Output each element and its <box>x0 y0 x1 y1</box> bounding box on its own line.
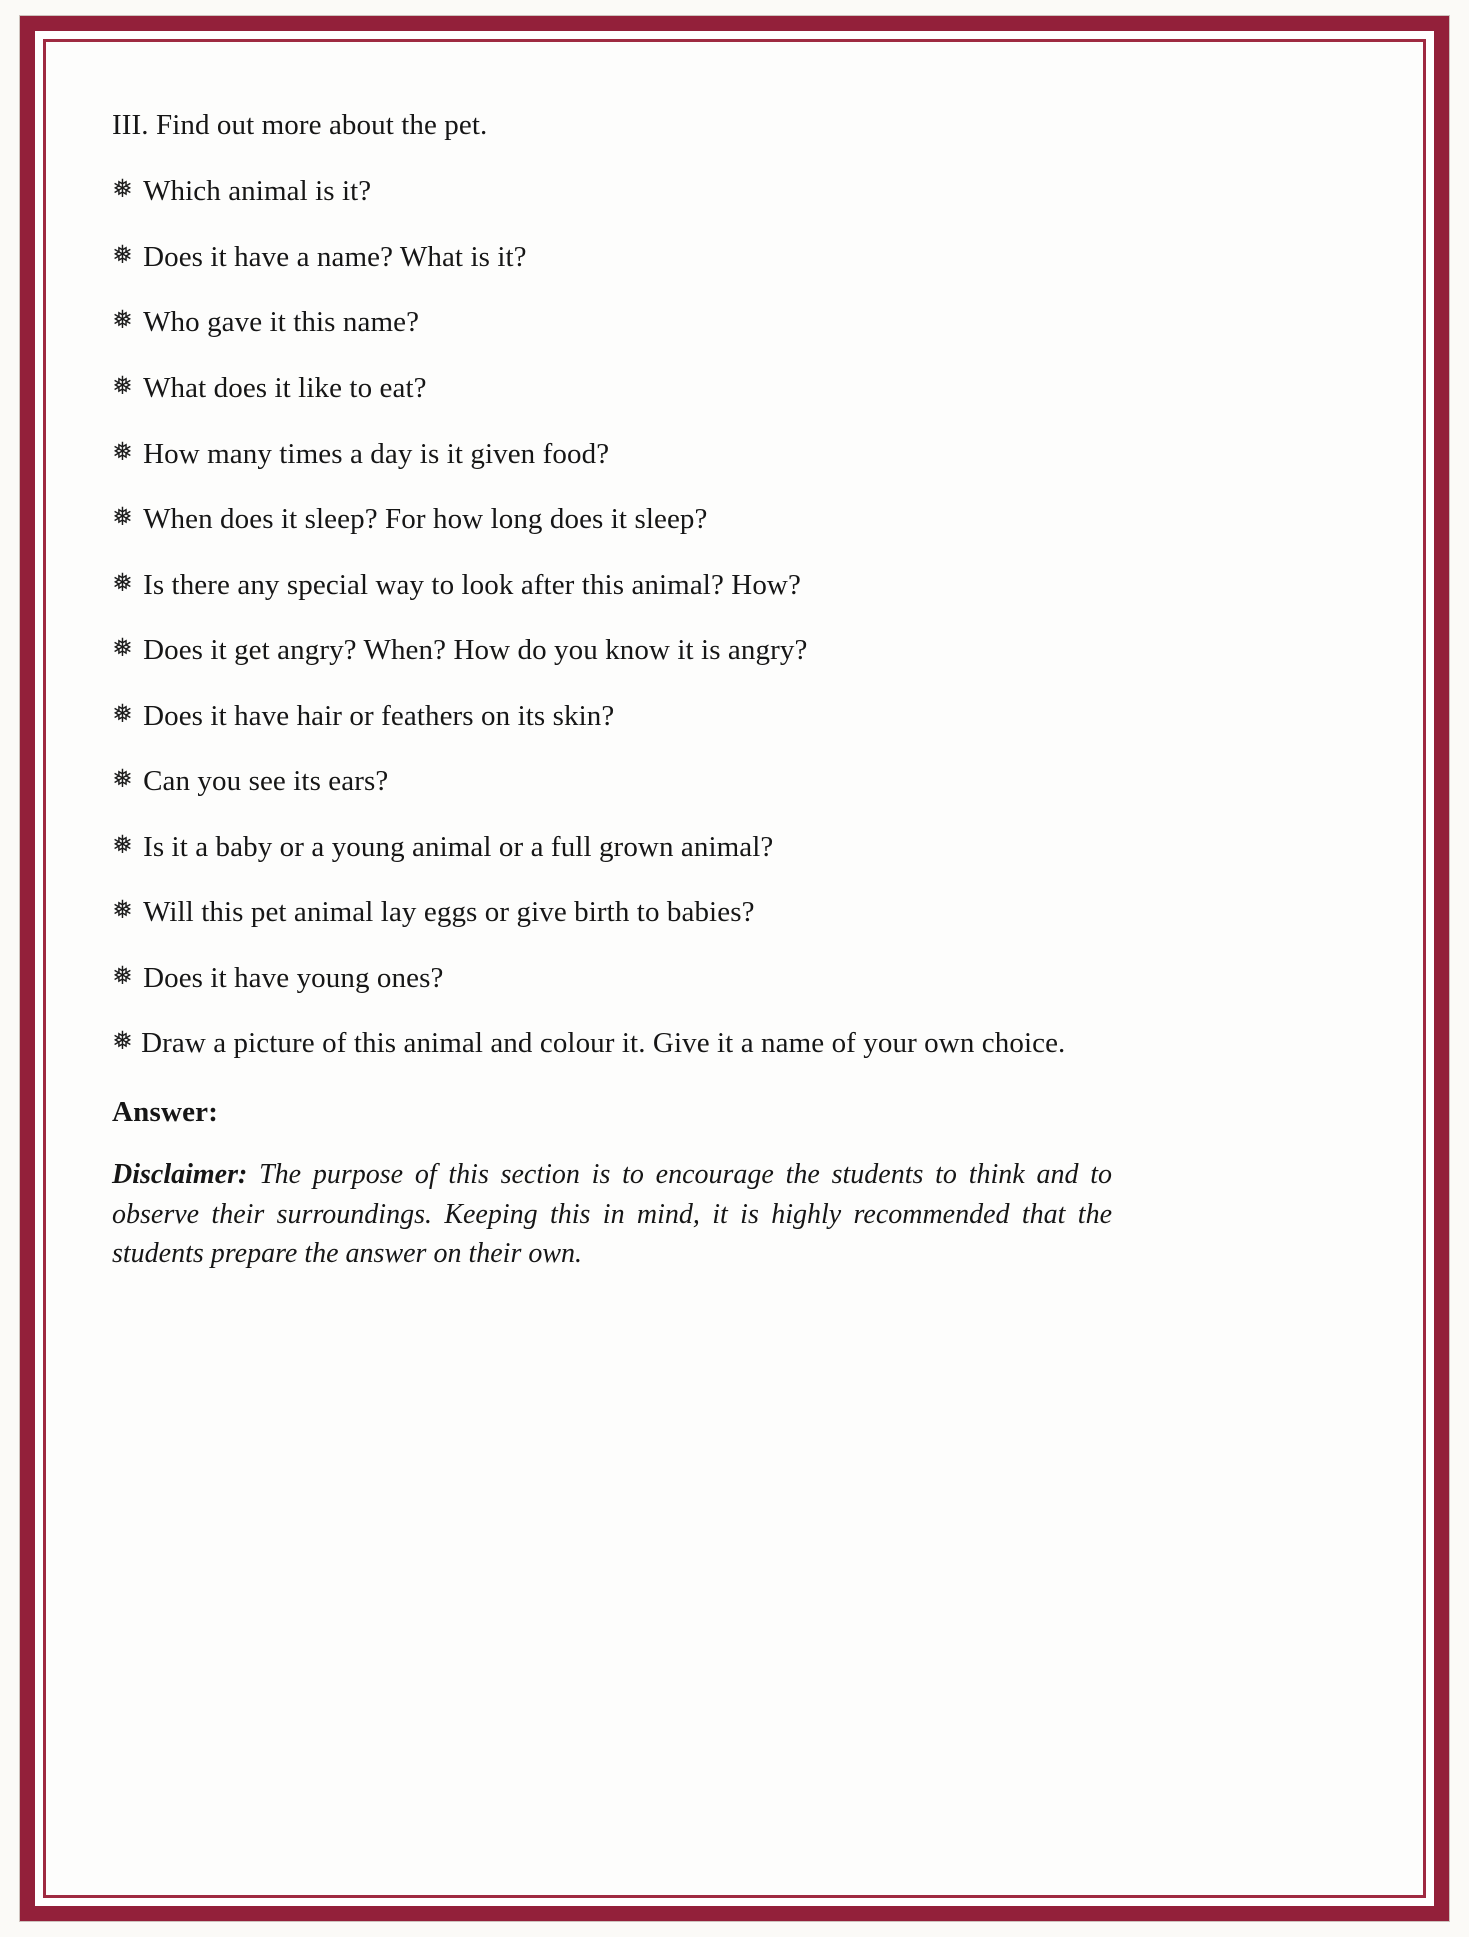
snowflake-asterisk-icon: ❅ <box>112 372 134 400</box>
content-sheet <box>46 42 1423 1895</box>
question-text: Will this pet animal lay eggs or give birth to babies? <box>143 896 755 929</box>
question-text: Does it have a name? What is it? <box>143 240 527 273</box>
question-item <box>112 763 1345 800</box>
question-item <box>112 698 1345 735</box>
snowflake-asterisk-icon: ❅ <box>112 1028 134 1056</box>
question-text: Who gave it this name? <box>143 306 420 339</box>
question-item <box>112 829 1345 866</box>
snowflake-asterisk-icon: ❅ <box>112 307 134 335</box>
snowflake-asterisk-icon: ❅ <box>112 700 134 728</box>
question-item <box>112 567 1345 604</box>
question-item <box>112 960 1345 997</box>
question-text: Which animal is it? <box>143 175 372 208</box>
question-item <box>112 370 1345 407</box>
question-item <box>112 501 1345 538</box>
question-text: Does it have young ones? <box>143 961 444 994</box>
question-item <box>112 1025 1345 1062</box>
question-item <box>112 436 1345 473</box>
question-text: What does it like to eat? <box>143 371 427 404</box>
question-list <box>112 173 1345 1061</box>
question-text: When does it sleep? For how long does it sleep? <box>143 503 708 536</box>
snowflake-asterisk-icon: ❅ <box>112 504 134 532</box>
snowflake-asterisk-icon: ❅ <box>112 962 134 990</box>
answer-label: Answer: <box>112 1095 219 1128</box>
snowflake-asterisk-icon: ❅ <box>112 766 134 794</box>
question-text: Is there any special way to look after this animal? How? <box>143 568 801 601</box>
snowflake-asterisk-icon: ❅ <box>112 897 134 925</box>
question-text: Draw a picture of this animal and colour it. Give it a name of your own choice. <box>141 1027 1066 1060</box>
snowflake-asterisk-icon: ❅ <box>112 831 134 859</box>
question-item <box>112 173 1345 210</box>
question-item <box>112 632 1345 669</box>
snowflake-asterisk-icon: ❅ <box>112 569 134 597</box>
snowflake-asterisk-icon: ❅ <box>112 241 134 269</box>
question-item <box>112 894 1345 931</box>
question-text: Is it a baby or a young animal or a full grown animal? <box>143 830 774 863</box>
snowflake-asterisk-icon: ❅ <box>112 438 134 466</box>
snowflake-asterisk-icon: ❅ <box>112 176 134 204</box>
question-text: Does it have hair or feathers on its skin? <box>143 699 615 732</box>
disclaimer-text: The purpose of this section is to encourage the students to think and to observe their surroundings. Keeping this in mind, it is highly recommended that the students prepare the answer on their own. <box>112 1158 1112 1270</box>
question-item <box>112 239 1345 276</box>
disclaimer-label: Disclaimer: <box>112 1158 248 1190</box>
section-heading: III. Find out more about the pet. <box>112 109 488 141</box>
disclaimer-paragraph <box>112 1155 1112 1274</box>
question-text: How many times a day is it given food? <box>143 437 610 470</box>
question-text: Can you see its ears? <box>143 765 389 798</box>
snowflake-asterisk-icon: ❅ <box>112 635 134 663</box>
question-text: Does it get angry? When? How do you know it is angry? <box>143 634 808 667</box>
question-item <box>112 304 1345 341</box>
content-body <box>112 108 1345 1274</box>
